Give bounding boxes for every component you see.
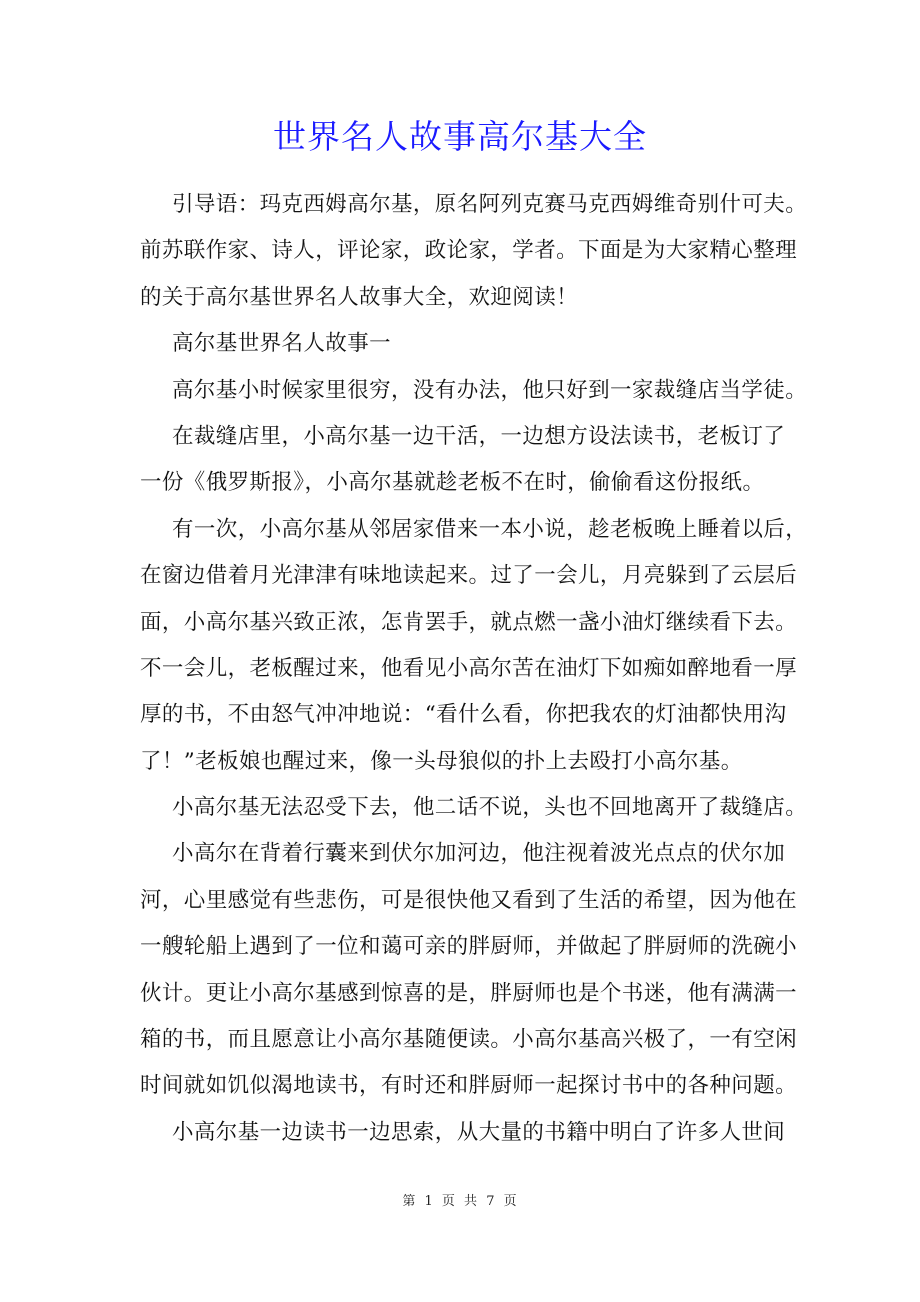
paragraph-line: 有一次，小高尔基从邻居家借来一本小说，趁老板晚上睡着以后， bbox=[172, 516, 808, 542]
page-number-footer: 第 1 页 共 7 页 bbox=[402, 1194, 518, 1209]
section-heading: 高尔基世界名人故事一 bbox=[172, 331, 392, 357]
paragraph-line: 了！”老板娘也醒过来，像一头母狼似的扑上去殴打小高尔基。 bbox=[140, 748, 743, 774]
paragraph-line: 伙计。更让小高尔基感到惊喜的是，胖厨师也是个书迷，他有满满一 bbox=[140, 980, 798, 1006]
paragraph-line: 引导语：玛克西姆高尔基，原名阿列克赛马克西姆维奇别什可夫。 bbox=[172, 192, 808, 217]
paragraph-line: 箱的书，而且愿意让小高尔基随便读。小高尔基高兴极了，一有空闲 bbox=[140, 1027, 798, 1053]
paragraph-line: 一份《俄罗斯报》，小高尔基就趁老板不在时，偷偷看这份报纸。 bbox=[140, 470, 765, 496]
paragraph-line: 的关于高尔基世界名人故事大全，欢迎阅读！ bbox=[140, 284, 579, 310]
paragraph-line: 前苏联作家、诗人，评论家，政论家，学者。下面是为大家精心整理 bbox=[140, 238, 798, 264]
paragraph-line: 在裁缝店里，小高尔基一边干活，一边想方设法读书，老板订了 bbox=[172, 423, 786, 449]
paragraph-line: 小高尔基无法忍受下去，他二话不说，头也不回地离开了裁缝店。 bbox=[172, 795, 808, 821]
paragraph-line: 高尔基小时候家里很穷，没有办法，他只好到一家裁缝店当学徒。 bbox=[172, 377, 808, 403]
paragraph-line: 时间就如饥似渴地读书，有时还和胖厨师一起探讨书中的各种问题。 bbox=[140, 1073, 798, 1099]
paragraph-line: 厚的书，不由怒气冲冲地说：“看什么看，你把我农的灯油都快用沟 bbox=[140, 702, 787, 728]
paragraph-line: 一艘轮船上遇到了一位和蔼可亲的胖厨师，并做起了胖厨师的洗碗小 bbox=[140, 934, 798, 960]
paragraph-line: 河，心里感觉有些悲伤，可是很快他又看到了生活的希望，因为他在 bbox=[140, 887, 798, 913]
document-body bbox=[140, 182, 808, 1156]
paragraph-line: 在窗边借着月光津津有味地读起来。过了一会儿，月亮躲到了云层后 bbox=[140, 563, 798, 589]
paragraph-line: 面，小高尔基兴致正浓，怎肯罢手，就点燃一盏小油灯继续看下去。 bbox=[140, 609, 798, 635]
paragraph-line: 小高尔在背着行囊来到伏尔加河边，他注视着波光点点的伏尔加 bbox=[172, 841, 786, 867]
paragraph-line: 不一会儿，老板醒过来，他看见小高尔苦在油灯下如痴如醉地看一厚 bbox=[140, 655, 798, 681]
document-title: 世界名人故事高尔基大全 bbox=[273, 117, 647, 156]
paragraph-line: 小高尔基一边读书一边思索，从大量的书籍中明白了许多人世间 bbox=[172, 1119, 786, 1145]
